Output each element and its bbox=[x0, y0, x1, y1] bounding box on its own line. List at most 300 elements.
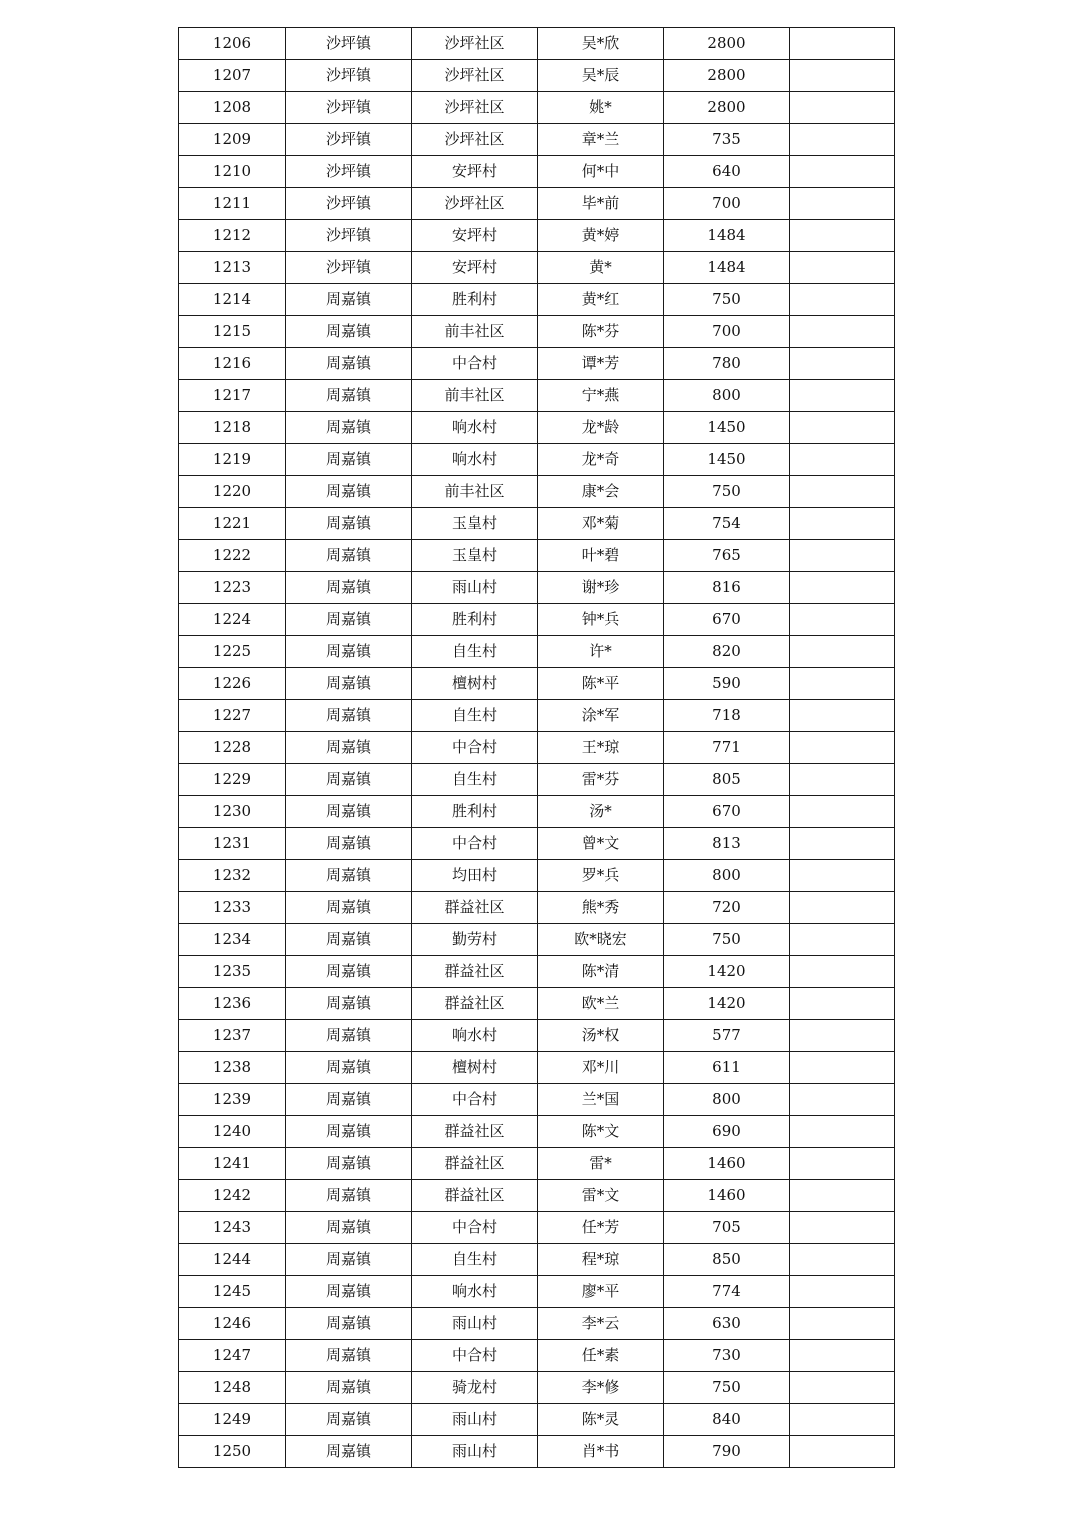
amount-cell: 690 bbox=[664, 1116, 790, 1148]
serial-number-cell: 1207 bbox=[179, 60, 286, 92]
town-cell: 周嘉镇 bbox=[286, 316, 412, 348]
village-cell: 沙坪社区 bbox=[412, 188, 538, 220]
name-cell: 任*芳 bbox=[538, 1212, 664, 1244]
remark-cell bbox=[790, 444, 895, 476]
name-cell: 欧*兰 bbox=[538, 988, 664, 1020]
serial-number-cell: 1228 bbox=[179, 732, 286, 764]
serial-number-cell: 1232 bbox=[179, 860, 286, 892]
name-cell: 黄* bbox=[538, 252, 664, 284]
table-row bbox=[179, 956, 895, 988]
table-row bbox=[179, 1404, 895, 1436]
table-body bbox=[179, 28, 895, 1468]
town-cell: 周嘉镇 bbox=[286, 604, 412, 636]
village-cell: 沙坪社区 bbox=[412, 124, 538, 156]
amount-cell: 750 bbox=[664, 924, 790, 956]
village-cell: 响水村 bbox=[412, 444, 538, 476]
serial-number-cell: 1234 bbox=[179, 924, 286, 956]
amount-cell: 1450 bbox=[664, 412, 790, 444]
remark-cell bbox=[790, 252, 895, 284]
serial-number-cell: 1219 bbox=[179, 444, 286, 476]
amount-cell: 700 bbox=[664, 188, 790, 220]
town-cell: 周嘉镇 bbox=[286, 700, 412, 732]
remark-cell bbox=[790, 92, 895, 124]
serial-number-cell: 1242 bbox=[179, 1180, 286, 1212]
amount-cell: 1420 bbox=[664, 956, 790, 988]
amount-cell: 670 bbox=[664, 796, 790, 828]
town-cell: 周嘉镇 bbox=[286, 828, 412, 860]
remark-cell bbox=[790, 1116, 895, 1148]
village-cell: 响水村 bbox=[412, 412, 538, 444]
town-cell: 周嘉镇 bbox=[286, 348, 412, 380]
table-row bbox=[179, 188, 895, 220]
amount-cell: 1484 bbox=[664, 252, 790, 284]
amount-cell: 1450 bbox=[664, 444, 790, 476]
amount-cell: 720 bbox=[664, 892, 790, 924]
name-cell: 姚* bbox=[538, 92, 664, 124]
village-cell: 檀树村 bbox=[412, 1052, 538, 1084]
amount-cell: 730 bbox=[664, 1340, 790, 1372]
village-cell: 中合村 bbox=[412, 1212, 538, 1244]
table-row bbox=[179, 60, 895, 92]
village-cell: 沙坪社区 bbox=[412, 92, 538, 124]
remark-cell bbox=[790, 668, 895, 700]
town-cell: 周嘉镇 bbox=[286, 1052, 412, 1084]
table-row bbox=[179, 220, 895, 252]
town-cell: 周嘉镇 bbox=[286, 284, 412, 316]
serial-number-cell: 1224 bbox=[179, 604, 286, 636]
table-row bbox=[179, 1340, 895, 1372]
town-cell: 周嘉镇 bbox=[286, 1180, 412, 1212]
table-row bbox=[179, 412, 895, 444]
name-cell: 许* bbox=[538, 636, 664, 668]
town-cell: 周嘉镇 bbox=[286, 1084, 412, 1116]
serial-number-cell: 1230 bbox=[179, 796, 286, 828]
town-cell: 沙坪镇 bbox=[286, 252, 412, 284]
amount-cell: 2800 bbox=[664, 92, 790, 124]
remark-cell bbox=[790, 1148, 895, 1180]
town-cell: 周嘉镇 bbox=[286, 476, 412, 508]
remark-cell bbox=[790, 764, 895, 796]
name-cell: 兰*国 bbox=[538, 1084, 664, 1116]
remark-cell bbox=[790, 1084, 895, 1116]
remark-cell bbox=[790, 636, 895, 668]
serial-number-cell: 1225 bbox=[179, 636, 286, 668]
village-cell: 群益社区 bbox=[412, 892, 538, 924]
town-cell: 沙坪镇 bbox=[286, 188, 412, 220]
remark-cell bbox=[790, 1404, 895, 1436]
name-cell: 龙*奇 bbox=[538, 444, 664, 476]
serial-number-cell: 1243 bbox=[179, 1212, 286, 1244]
remark-cell bbox=[790, 508, 895, 540]
serial-number-cell: 1221 bbox=[179, 508, 286, 540]
name-cell: 曾*文 bbox=[538, 828, 664, 860]
name-cell: 陈*文 bbox=[538, 1116, 664, 1148]
serial-number-cell: 1218 bbox=[179, 412, 286, 444]
town-cell: 周嘉镇 bbox=[286, 1372, 412, 1404]
name-cell: 吴*欣 bbox=[538, 28, 664, 60]
serial-number-cell: 1250 bbox=[179, 1436, 286, 1468]
name-cell: 谭*芳 bbox=[538, 348, 664, 380]
town-cell: 沙坪镇 bbox=[286, 156, 412, 188]
table-row bbox=[179, 796, 895, 828]
remark-cell bbox=[790, 828, 895, 860]
name-cell: 雷*芬 bbox=[538, 764, 664, 796]
village-cell: 胜利村 bbox=[412, 796, 538, 828]
name-cell: 何*中 bbox=[538, 156, 664, 188]
remark-cell bbox=[790, 1372, 895, 1404]
remark-cell bbox=[790, 220, 895, 252]
town-cell: 周嘉镇 bbox=[286, 540, 412, 572]
serial-number-cell: 1248 bbox=[179, 1372, 286, 1404]
serial-number-cell: 1222 bbox=[179, 540, 286, 572]
name-cell: 邓*菊 bbox=[538, 508, 664, 540]
village-cell: 自生村 bbox=[412, 636, 538, 668]
serial-number-cell: 1214 bbox=[179, 284, 286, 316]
table-row bbox=[179, 1148, 895, 1180]
serial-number-cell: 1206 bbox=[179, 28, 286, 60]
town-cell: 周嘉镇 bbox=[286, 956, 412, 988]
amount-cell: 590 bbox=[664, 668, 790, 700]
table-row bbox=[179, 156, 895, 188]
table-row bbox=[179, 700, 895, 732]
serial-number-cell: 1231 bbox=[179, 828, 286, 860]
village-cell: 群益社区 bbox=[412, 1116, 538, 1148]
serial-number-cell: 1226 bbox=[179, 668, 286, 700]
remark-cell bbox=[790, 476, 895, 508]
table-row bbox=[179, 1116, 895, 1148]
remark-cell bbox=[790, 572, 895, 604]
town-cell: 周嘉镇 bbox=[286, 444, 412, 476]
village-cell: 胜利村 bbox=[412, 604, 538, 636]
table-row bbox=[179, 1020, 895, 1052]
serial-number-cell: 1236 bbox=[179, 988, 286, 1020]
town-cell: 沙坪镇 bbox=[286, 28, 412, 60]
table-row bbox=[179, 444, 895, 476]
remark-cell bbox=[790, 316, 895, 348]
village-cell: 中合村 bbox=[412, 828, 538, 860]
town-cell: 周嘉镇 bbox=[286, 892, 412, 924]
serial-number-cell: 1244 bbox=[179, 1244, 286, 1276]
village-cell: 中合村 bbox=[412, 348, 538, 380]
name-cell: 李*修 bbox=[538, 1372, 664, 1404]
town-cell: 周嘉镇 bbox=[286, 1020, 412, 1052]
name-cell: 黄*婷 bbox=[538, 220, 664, 252]
table-row bbox=[179, 668, 895, 700]
town-cell: 周嘉镇 bbox=[286, 796, 412, 828]
remark-cell bbox=[790, 700, 895, 732]
village-cell: 勤劳村 bbox=[412, 924, 538, 956]
town-cell: 周嘉镇 bbox=[286, 412, 412, 444]
name-cell: 章*兰 bbox=[538, 124, 664, 156]
table-row bbox=[179, 540, 895, 572]
town-cell: 周嘉镇 bbox=[286, 1244, 412, 1276]
table-row bbox=[179, 92, 895, 124]
table-row bbox=[179, 348, 895, 380]
remark-cell bbox=[790, 796, 895, 828]
village-cell: 响水村 bbox=[412, 1020, 538, 1052]
town-cell: 周嘉镇 bbox=[286, 636, 412, 668]
amount-cell: 800 bbox=[664, 1084, 790, 1116]
table-row bbox=[179, 476, 895, 508]
amount-cell: 1420 bbox=[664, 988, 790, 1020]
amount-cell: 750 bbox=[664, 476, 790, 508]
name-cell: 毕*前 bbox=[538, 188, 664, 220]
name-cell: 康*会 bbox=[538, 476, 664, 508]
remark-cell bbox=[790, 28, 895, 60]
serial-number-cell: 1216 bbox=[179, 348, 286, 380]
name-cell: 汤* bbox=[538, 796, 664, 828]
name-cell: 陈*平 bbox=[538, 668, 664, 700]
amount-cell: 750 bbox=[664, 284, 790, 316]
town-cell: 沙坪镇 bbox=[286, 92, 412, 124]
amount-cell: 780 bbox=[664, 348, 790, 380]
village-cell: 前丰社区 bbox=[412, 476, 538, 508]
village-cell: 自生村 bbox=[412, 700, 538, 732]
table-row bbox=[179, 1372, 895, 1404]
amount-cell: 820 bbox=[664, 636, 790, 668]
amount-cell: 800 bbox=[664, 860, 790, 892]
amount-cell: 735 bbox=[664, 124, 790, 156]
remark-cell bbox=[790, 60, 895, 92]
remark-cell bbox=[790, 988, 895, 1020]
remark-cell bbox=[790, 956, 895, 988]
village-cell: 中合村 bbox=[412, 1084, 538, 1116]
serial-number-cell: 1238 bbox=[179, 1052, 286, 1084]
name-cell: 钟*兵 bbox=[538, 604, 664, 636]
amount-cell: 640 bbox=[664, 156, 790, 188]
table-row bbox=[179, 1276, 895, 1308]
amount-cell: 800 bbox=[664, 380, 790, 412]
table-row bbox=[179, 732, 895, 764]
table-row bbox=[179, 572, 895, 604]
table-row bbox=[179, 828, 895, 860]
table-row bbox=[179, 764, 895, 796]
remark-cell bbox=[790, 1052, 895, 1084]
village-cell: 玉皇村 bbox=[412, 508, 538, 540]
village-cell: 群益社区 bbox=[412, 1180, 538, 1212]
amount-cell: 2800 bbox=[664, 60, 790, 92]
table-row bbox=[179, 604, 895, 636]
town-cell: 周嘉镇 bbox=[286, 1404, 412, 1436]
amount-cell: 577 bbox=[664, 1020, 790, 1052]
amount-cell: 750 bbox=[664, 1372, 790, 1404]
village-cell: 自生村 bbox=[412, 1244, 538, 1276]
town-cell: 沙坪镇 bbox=[286, 60, 412, 92]
remark-cell bbox=[790, 156, 895, 188]
remark-cell bbox=[790, 1276, 895, 1308]
name-cell: 任*素 bbox=[538, 1340, 664, 1372]
name-cell: 龙*龄 bbox=[538, 412, 664, 444]
serial-number-cell: 1223 bbox=[179, 572, 286, 604]
village-cell: 群益社区 bbox=[412, 1148, 538, 1180]
town-cell: 周嘉镇 bbox=[286, 380, 412, 412]
remark-cell bbox=[790, 380, 895, 412]
town-cell: 周嘉镇 bbox=[286, 764, 412, 796]
name-cell: 李*云 bbox=[538, 1308, 664, 1340]
village-cell: 中合村 bbox=[412, 732, 538, 764]
village-cell: 群益社区 bbox=[412, 956, 538, 988]
amount-cell: 670 bbox=[664, 604, 790, 636]
village-cell: 檀树村 bbox=[412, 668, 538, 700]
serial-number-cell: 1249 bbox=[179, 1404, 286, 1436]
town-cell: 周嘉镇 bbox=[286, 924, 412, 956]
name-cell: 陈*清 bbox=[538, 956, 664, 988]
amount-cell: 771 bbox=[664, 732, 790, 764]
table-row bbox=[179, 1052, 895, 1084]
amount-cell: 1484 bbox=[664, 220, 790, 252]
table-row bbox=[179, 892, 895, 924]
name-cell: 陈*芬 bbox=[538, 316, 664, 348]
name-cell: 王*琼 bbox=[538, 732, 664, 764]
table-row bbox=[179, 380, 895, 412]
remark-cell bbox=[790, 732, 895, 764]
village-cell: 中合村 bbox=[412, 1340, 538, 1372]
village-cell: 安坪村 bbox=[412, 252, 538, 284]
serial-number-cell: 1212 bbox=[179, 220, 286, 252]
amount-cell: 2800 bbox=[664, 28, 790, 60]
name-cell: 程*琼 bbox=[538, 1244, 664, 1276]
amount-cell: 1460 bbox=[664, 1180, 790, 1212]
remark-cell bbox=[790, 540, 895, 572]
name-cell: 熊*秀 bbox=[538, 892, 664, 924]
remark-cell bbox=[790, 892, 895, 924]
amount-cell: 813 bbox=[664, 828, 790, 860]
town-cell: 周嘉镇 bbox=[286, 572, 412, 604]
town-cell: 周嘉镇 bbox=[286, 1436, 412, 1468]
name-cell: 肖*书 bbox=[538, 1436, 664, 1468]
village-cell: 骑龙村 bbox=[412, 1372, 538, 1404]
village-cell: 前丰社区 bbox=[412, 316, 538, 348]
remark-cell bbox=[790, 188, 895, 220]
amount-cell: 718 bbox=[664, 700, 790, 732]
name-cell: 雷*文 bbox=[538, 1180, 664, 1212]
village-cell: 玉皇村 bbox=[412, 540, 538, 572]
serial-number-cell: 1237 bbox=[179, 1020, 286, 1052]
remark-cell bbox=[790, 604, 895, 636]
village-cell: 自生村 bbox=[412, 764, 538, 796]
table-row bbox=[179, 1244, 895, 1276]
town-cell: 沙坪镇 bbox=[286, 220, 412, 252]
serial-number-cell: 1213 bbox=[179, 252, 286, 284]
town-cell: 周嘉镇 bbox=[286, 860, 412, 892]
table-row bbox=[179, 988, 895, 1020]
town-cell: 周嘉镇 bbox=[286, 1148, 412, 1180]
town-cell: 周嘉镇 bbox=[286, 988, 412, 1020]
remark-cell bbox=[790, 1244, 895, 1276]
amount-cell: 754 bbox=[664, 508, 790, 540]
village-cell: 雨山村 bbox=[412, 1404, 538, 1436]
serial-number-cell: 1208 bbox=[179, 92, 286, 124]
data-table bbox=[178, 27, 895, 1468]
town-cell: 沙坪镇 bbox=[286, 124, 412, 156]
serial-number-cell: 1229 bbox=[179, 764, 286, 796]
serial-number-cell: 1246 bbox=[179, 1308, 286, 1340]
village-cell: 均田村 bbox=[412, 860, 538, 892]
amount-cell: 765 bbox=[664, 540, 790, 572]
name-cell: 黄*红 bbox=[538, 284, 664, 316]
village-cell: 前丰社区 bbox=[412, 380, 538, 412]
remark-cell bbox=[790, 412, 895, 444]
serial-number-cell: 1233 bbox=[179, 892, 286, 924]
village-cell: 响水村 bbox=[412, 1276, 538, 1308]
amount-cell: 850 bbox=[664, 1244, 790, 1276]
table-row bbox=[179, 1436, 895, 1468]
table-row bbox=[179, 28, 895, 60]
remark-cell bbox=[790, 1180, 895, 1212]
town-cell: 周嘉镇 bbox=[286, 1212, 412, 1244]
town-cell: 周嘉镇 bbox=[286, 668, 412, 700]
serial-number-cell: 1241 bbox=[179, 1148, 286, 1180]
serial-number-cell: 1210 bbox=[179, 156, 286, 188]
serial-number-cell: 1239 bbox=[179, 1084, 286, 1116]
table-row bbox=[179, 124, 895, 156]
amount-cell: 705 bbox=[664, 1212, 790, 1244]
serial-number-cell: 1211 bbox=[179, 188, 286, 220]
serial-number-cell: 1245 bbox=[179, 1276, 286, 1308]
village-cell: 雨山村 bbox=[412, 572, 538, 604]
table-row bbox=[179, 252, 895, 284]
amount-cell: 774 bbox=[664, 1276, 790, 1308]
amount-cell: 630 bbox=[664, 1308, 790, 1340]
village-cell: 沙坪社区 bbox=[412, 60, 538, 92]
amount-cell: 1460 bbox=[664, 1148, 790, 1180]
town-cell: 周嘉镇 bbox=[286, 1116, 412, 1148]
remark-cell bbox=[790, 348, 895, 380]
name-cell: 罗*兵 bbox=[538, 860, 664, 892]
remark-cell bbox=[790, 1340, 895, 1372]
serial-number-cell: 1235 bbox=[179, 956, 286, 988]
town-cell: 周嘉镇 bbox=[286, 508, 412, 540]
village-cell: 安坪村 bbox=[412, 156, 538, 188]
table-row bbox=[179, 508, 895, 540]
serial-number-cell: 1215 bbox=[179, 316, 286, 348]
name-cell: 廖*平 bbox=[538, 1276, 664, 1308]
serial-number-cell: 1217 bbox=[179, 380, 286, 412]
name-cell: 谢*珍 bbox=[538, 572, 664, 604]
remark-cell bbox=[790, 1212, 895, 1244]
serial-number-cell: 1247 bbox=[179, 1340, 286, 1372]
village-cell: 雨山村 bbox=[412, 1308, 538, 1340]
name-cell: 吴*辰 bbox=[538, 60, 664, 92]
village-cell: 群益社区 bbox=[412, 988, 538, 1020]
remark-cell bbox=[790, 124, 895, 156]
remark-cell bbox=[790, 284, 895, 316]
serial-number-cell: 1220 bbox=[179, 476, 286, 508]
amount-cell: 611 bbox=[664, 1052, 790, 1084]
remark-cell bbox=[790, 860, 895, 892]
table-row bbox=[179, 636, 895, 668]
name-cell: 陈*灵 bbox=[538, 1404, 664, 1436]
serial-number-cell: 1227 bbox=[179, 700, 286, 732]
village-cell: 安坪村 bbox=[412, 220, 538, 252]
town-cell: 周嘉镇 bbox=[286, 732, 412, 764]
amount-cell: 790 bbox=[664, 1436, 790, 1468]
amount-cell: 700 bbox=[664, 316, 790, 348]
name-cell: 汤*权 bbox=[538, 1020, 664, 1052]
remark-cell bbox=[790, 924, 895, 956]
serial-number-cell: 1209 bbox=[179, 124, 286, 156]
table-row bbox=[179, 1180, 895, 1212]
serial-number-cell: 1240 bbox=[179, 1116, 286, 1148]
amount-cell: 816 bbox=[664, 572, 790, 604]
town-cell: 周嘉镇 bbox=[286, 1276, 412, 1308]
remark-cell bbox=[790, 1020, 895, 1052]
amount-cell: 840 bbox=[664, 1404, 790, 1436]
table-row bbox=[179, 284, 895, 316]
table-row bbox=[179, 924, 895, 956]
name-cell: 欧*晓宏 bbox=[538, 924, 664, 956]
name-cell: 涂*军 bbox=[538, 700, 664, 732]
